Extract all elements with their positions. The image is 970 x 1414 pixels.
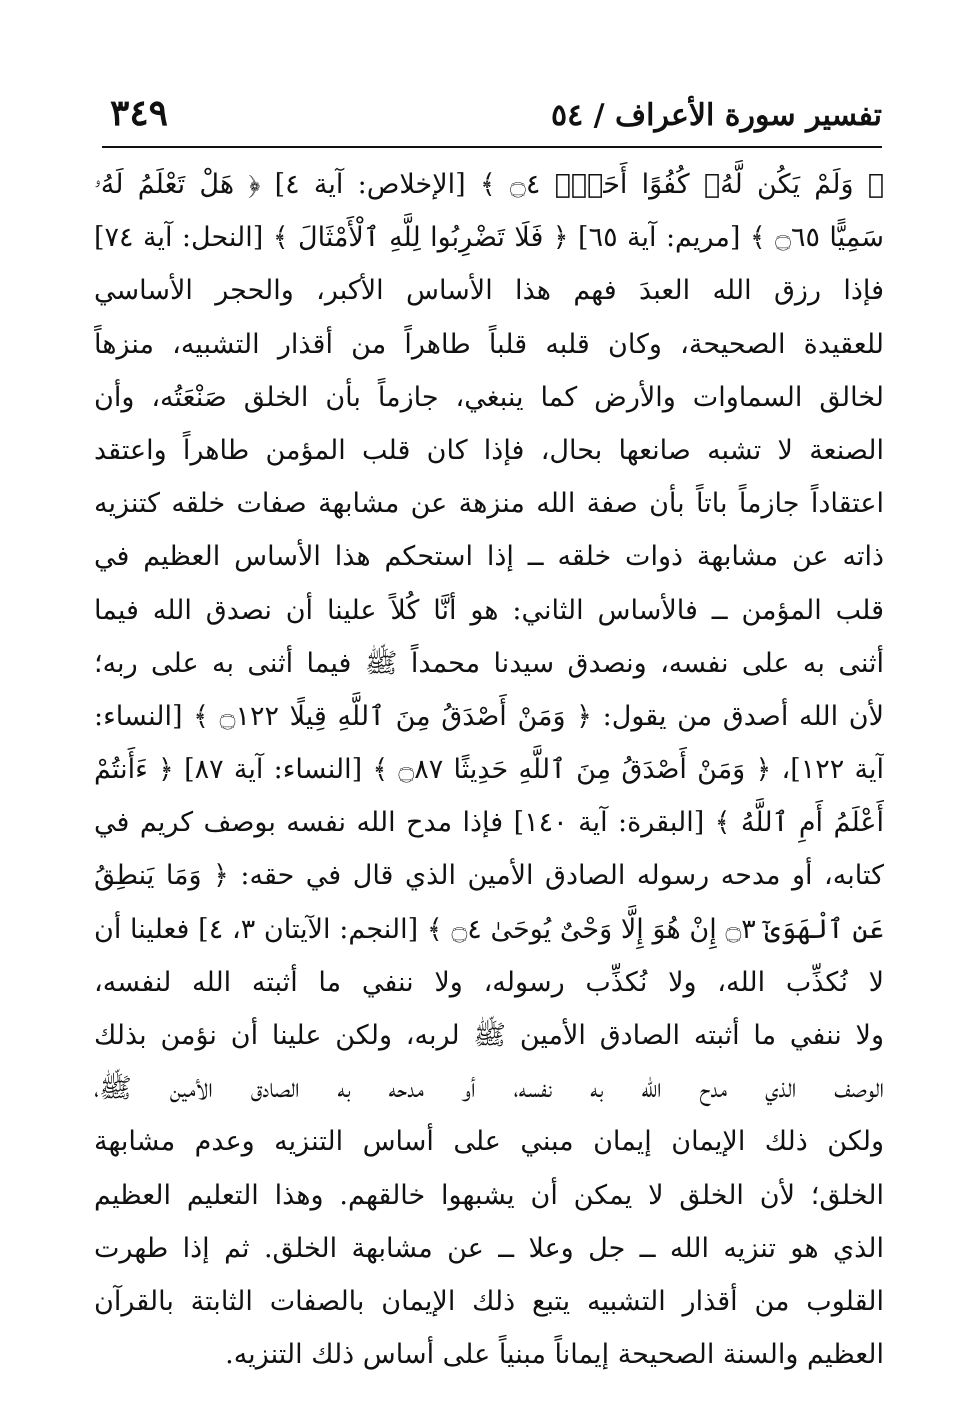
text-line: اعتقاداً جازماً باتاً بأن صفة الله منزهة عن مشابهة صفات خلقه كتنزيه	[94, 488, 884, 520]
text-line: لا نُكذِّب الله، ولا نُكذِّب رسوله، ولا ننفي ما أثبته الله لنفسه،	[94, 966, 884, 998]
text-line: لخالق السماوات والأرض كما ينبغي، جازماً بأن الخلق صَنْعَتُه، وأن	[94, 381, 884, 413]
text-line: للعقيدة الصحيحة، وكان قلبه قلباً طاهراً من أقذار التشبيه، منزهاً	[94, 328, 884, 360]
text-line: ولكن ذلك الإيمان إيمان مبني على أساس التنزيه وعدم مشابهة	[94, 1126, 884, 1158]
page-number: ٣٤٩	[110, 92, 169, 134]
text-line: كتابه، أو مدحه رسوله الصادق الأمين الذي قال في حقه: ﴿ وَمَا يَنطِقُ	[94, 860, 884, 892]
text-line: لأن الله أصدق من يقول: ﴿ وَمَنْ أَصْدَقُ مِنَ ٱللَّهِ قِيلًا ۝١٢٢ ﴾ [النساء:	[94, 700, 884, 732]
text-line: عَنِ ٱلْهَوَىٰٓ ۝٣ إِنْ هُوَ إِلَّا وَحْىٌ يُوحَىٰ ۝٤ ﴾ [النجم: الآيتان ٣، ٤] فعلينا أن	[94, 913, 884, 945]
text-line: فإذا رزق الله العبدَ فهم هذا الأساس الأكبر، والحجر الأساسي	[94, 275, 884, 307]
text-line: آية ١٢٢]، ﴿ وَمَنْ أَصْدَقُ مِنَ ٱللَّهِ حَدِيثًا ۝٨٧ ﴾ [النساء: آية ٨٧] ﴿ ءَأَنتُمْ	[94, 754, 884, 786]
text-line: ولا ننفي ما أثبته الصادق الأمين ﷺ لربه، ولكن علينا أن نؤمن بذلك	[94, 1020, 884, 1051]
body-text	[94, 158, 884, 1381]
text-line: قلب المؤمن ــ فالأساس الثاني: هو أنَّا كُلاً علينا أن نصدق الله فيما	[94, 594, 884, 626]
text-line: الوصف الذي مدح الله به نفسه، أو مدحه به الصادق الأمين ﷺ،	[94, 1073, 884, 1105]
text-line: ذاته عن مشابهة ذوات خلقه ــ إذا استحكم هذا الأساس العظيم في	[94, 541, 884, 573]
running-header	[102, 92, 882, 144]
text-line: الذي هو تنزيه الله ــ جل وعلا ــ عن مشابهة الخلق. ثم إذا طهرت	[94, 1232, 884, 1264]
text-line: أثنى به على نفسه، ونصدق سيدنا محمداً ﷺ فيما أثنى به على ربه؛	[94, 647, 884, 679]
text-line: أَعْلَمُ أَمِ ٱللَّهُ ﴾ [البقرة: آية ١٤٠] فإذا مدح الله نفسه بوصف كريم في	[94, 807, 884, 839]
text-line: الخلق؛ لأن الخلق لا يمكن أن يشبهوا خالقهم. وهذا التعليم العظيم	[94, 1179, 884, 1211]
text-line: العظيم والسنة الصحيحة إيماناً مبنياً على أساس ذلك التنزيه.	[225, 1339, 884, 1371]
running-title: تفسير سورة الأعراف / ٥٤	[550, 98, 882, 133]
text-line: ﴿ وَلَمْ يَكُن لَّهُۥ كُفُوًا أَحَدٌۢ ۝٤ ﴾ [الإخلاص: آية ٤] ﴿ هَلْ تَعْلَمُ لَهُۥ	[94, 169, 884, 200]
text-line: الصنعة لا تشبه صانعها بحال، فإذا كان قلب المؤمن طاهراً واعتقد	[94, 434, 884, 466]
text-line: سَمِيًّا ۝٦٥ ﴾ [مريم: آية ٦٥] ﴿ فَلَا تَضْرِبُوا لِلَّهِ ٱلْأَمْثَالَ ﴾ [النحل: آية ٧٤]	[94, 222, 884, 254]
header-divider	[102, 146, 882, 148]
text-line: القلوب من أقذار التشبيه يتبع ذلك الإيمان بالصفات الثابتة بالقرآن	[94, 1285, 884, 1317]
